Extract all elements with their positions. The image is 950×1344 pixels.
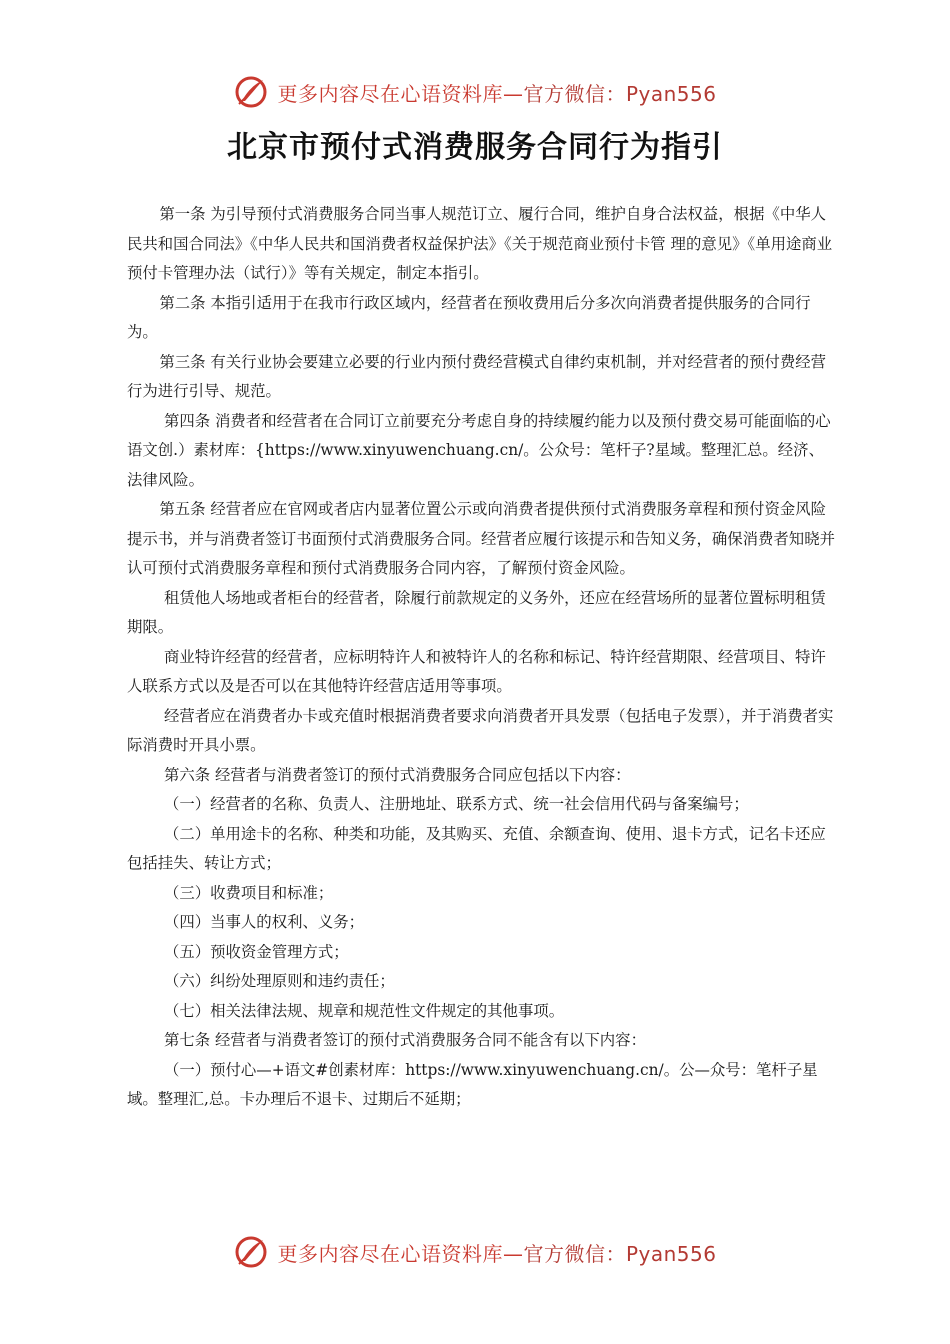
feather-circle-logo-icon — [233, 74, 269, 110]
banner-main-text: 更多内容尽在心语资料库 — [277, 1241, 503, 1266]
list-item: （四）当事人的权利、义务； — [163, 913, 365, 931]
paragraph: 第一条 为引导预付式消费服务合同当事人规范订立、履行合同，维护自身合法权益，根据《中华人民共和国合同法》《中华人民共和国消费者权益保护法》《关于规范商业预付卡管 理的意见》《单用途商业预付卡管理办法（试行）》等有关规定，制定本指引。 — [127, 205, 833, 282]
list-item: （七）相关法律法规、规章和规范性文件规定的其他事项。 — [163, 1001, 565, 1020]
paragraph: 经营者应在消费者办卡或充值时根据消费者要求向消费者开具发票（包括电子发票），并于消费者实际消费时开具小票。 — [127, 706, 834, 754]
banner-main-text: 更多内容尽在心语资料库 — [277, 81, 503, 106]
paragraph: 第六条 经营者与消费者签订的预付式消费服务合同应包括以下内容： — [163, 765, 631, 784]
document-body — [127, 200, 837, 1115]
paragraph: 商业特许经营的经营者，应标明特许人和被特许人的名称和标记、特许经营期限、经营项目、特许人联系方式以及是否可以在其他特许经营店适用等事项。 — [127, 647, 826, 695]
list-item: （二）单用途卡的名称、种类和功能，及其购买、充值、余额查询、使用、退卡方式，记名卡还应包括挂失、转让方式； — [127, 824, 826, 872]
banner-text — [277, 78, 716, 107]
paragraph: 第三条 有关行业协会要建立必要的行业内预付费经营模式自律约束机制，并对经营者的预付费经营行为进行引导、规范。 — [127, 352, 827, 400]
banner-text — [277, 1238, 716, 1267]
paragraph: 第二条 本指引适用于在我市行政区域内，经营者在预收费用后分多次向消费者提供服务的合同行为。 — [127, 293, 811, 341]
page-title: 北京市预付式消费服务合同行为指引 — [227, 130, 723, 165]
banner-wechat-text: 官方微信：Pyan556 — [523, 81, 717, 106]
paragraph: 第五条 经营者应在官网或者店内显著位置公示或向消费者提供预付式消费服务章程和预付资金风险提示书，并与消费者签订书面预付式消费服务合同。经营者应履行该提示和告知义务，确保消费者知晓并认可预付式消费服务章程和预付式消费服务合同内容，了解预付资金风险。 — [127, 500, 835, 577]
feather-circle-logo-icon — [233, 1234, 269, 1270]
list-item: （一）预付心—+语文#创素材库：https://www.xinyuwenchuang.cn/。公—众号：笔杆子星域。整理汇,总。卡办理后不退卡、过期后不延期； — [127, 1060, 818, 1108]
banner-separator: — — [502, 81, 524, 106]
footer-banner — [0, 1232, 950, 1272]
banner-wechat-text: 官方微信：Pyan556 — [523, 1241, 717, 1266]
paragraph: 租赁他人场地或者柜台的经营者，除履行前款规定的义务外，还应在经营场所的显著位置标明租赁期限。 — [127, 588, 826, 636]
list-item: （五）预收资金管理方式； — [163, 942, 349, 961]
list-item: （六）纠纷处理原则和违约责任； — [163, 972, 395, 990]
header-banner — [0, 72, 950, 112]
paragraph: 第四条 消费者和经营者在合同订立前要充分考虑自身的持续履约能力以及预付费交易可能面临的心语文创.）素材库：{https://www.xinyuwenchuang.cn/。公众号：笔杆子?星域。整理汇总。经济、法律风险。 — [127, 411, 831, 489]
list-item: （一）经营者的名称、负责人、注册地址、联系方式、统一社会信用代码与备案编号； — [163, 795, 749, 813]
banner-separator: — — [502, 1241, 524, 1266]
list-item: （三）收费项目和标准； — [163, 883, 334, 902]
paragraph: 第七条 经营者与消费者签订的预付式消费服务合同不能含有以下内容： — [163, 1031, 646, 1049]
